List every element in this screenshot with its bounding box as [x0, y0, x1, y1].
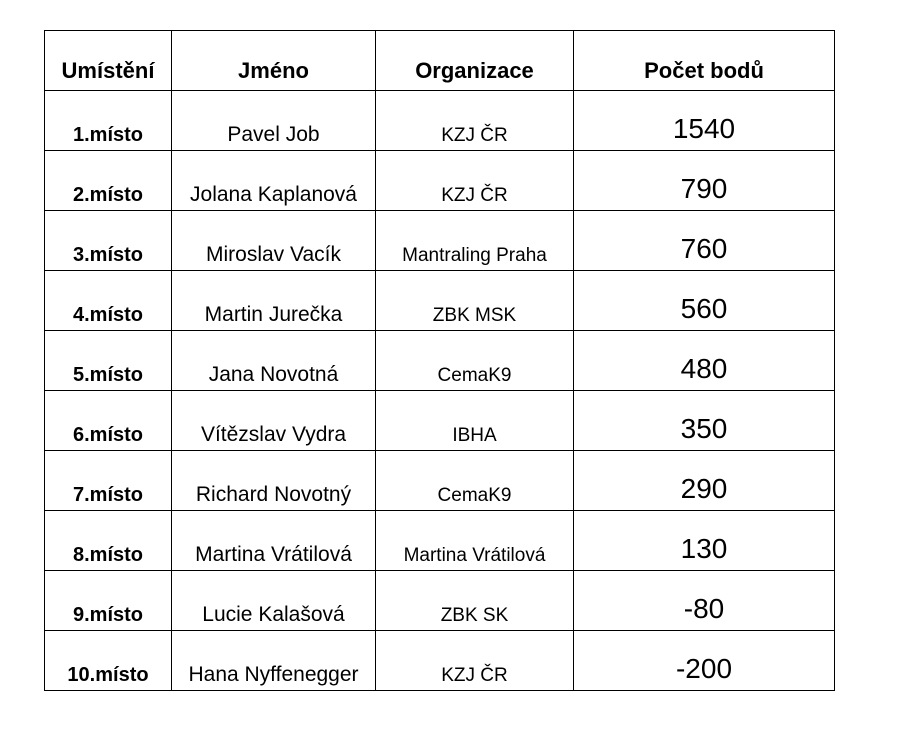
- name-cell: Martina Vrátilová: [172, 511, 376, 571]
- rank-cell: 6.místo: [45, 391, 172, 451]
- points-cell: 350: [574, 391, 835, 451]
- name-cell: Lucie Kalašová: [172, 571, 376, 631]
- organization-cell: Mantraling Praha: [376, 211, 574, 271]
- header-rank: Umístění: [45, 31, 172, 91]
- organization-cell: KZJ ČR: [376, 631, 574, 691]
- points-cell: 790: [574, 151, 835, 211]
- name-cell: Jolana Kaplanová: [172, 151, 376, 211]
- points-cell: 290: [574, 451, 835, 511]
- table-row: [45, 451, 835, 511]
- header-row: [45, 31, 835, 91]
- header-organization: Organizace: [376, 31, 574, 91]
- rank-cell: 3.místo: [45, 211, 172, 271]
- organization-cell: CemaK9: [376, 331, 574, 391]
- rank-cell: 10.místo: [45, 631, 172, 691]
- points-cell: 760: [574, 211, 835, 271]
- name-cell: Pavel Job: [172, 91, 376, 151]
- table-row: [45, 331, 835, 391]
- organization-cell: ZBK SK: [376, 571, 574, 631]
- points-cell: -80: [574, 571, 835, 631]
- name-cell: Hana Nyffenegger: [172, 631, 376, 691]
- organization-cell: KZJ ČR: [376, 151, 574, 211]
- header-name: Jméno: [172, 31, 376, 91]
- rank-cell: 7.místo: [45, 451, 172, 511]
- name-cell: Miroslav Vacík: [172, 211, 376, 271]
- organization-cell: CemaK9: [376, 451, 574, 511]
- points-cell: 1540: [574, 91, 835, 151]
- table-row: [45, 211, 835, 271]
- points-cell: 480: [574, 331, 835, 391]
- rank-cell: 1.místo: [45, 91, 172, 151]
- name-cell: Jana Novotná: [172, 331, 376, 391]
- table-row: [45, 91, 835, 151]
- rank-cell: 5.místo: [45, 331, 172, 391]
- table-row: [45, 391, 835, 451]
- name-cell: Vítězslav Vydra: [172, 391, 376, 451]
- organization-cell: IBHA: [376, 391, 574, 451]
- rank-cell: 8.místo: [45, 511, 172, 571]
- organization-cell: KZJ ČR: [376, 91, 574, 151]
- table-row: [45, 571, 835, 631]
- name-cell: Martin Jurečka: [172, 271, 376, 331]
- results-table: [44, 30, 835, 691]
- table-body: [45, 91, 835, 691]
- table-header: [45, 31, 835, 91]
- points-cell: -200: [574, 631, 835, 691]
- table-row: [45, 151, 835, 211]
- header-points: Počet bodů: [574, 31, 835, 91]
- points-cell: 130: [574, 511, 835, 571]
- rank-cell: 9.místo: [45, 571, 172, 631]
- table-row: [45, 631, 835, 691]
- name-cell: Richard Novotný: [172, 451, 376, 511]
- table-row: [45, 511, 835, 571]
- rank-cell: 2.místo: [45, 151, 172, 211]
- points-cell: 560: [574, 271, 835, 331]
- rank-cell: 4.místo: [45, 271, 172, 331]
- organization-cell: ZBK MSK: [376, 271, 574, 331]
- organization-cell: Martina Vrátilová: [376, 511, 574, 571]
- table-row: [45, 271, 835, 331]
